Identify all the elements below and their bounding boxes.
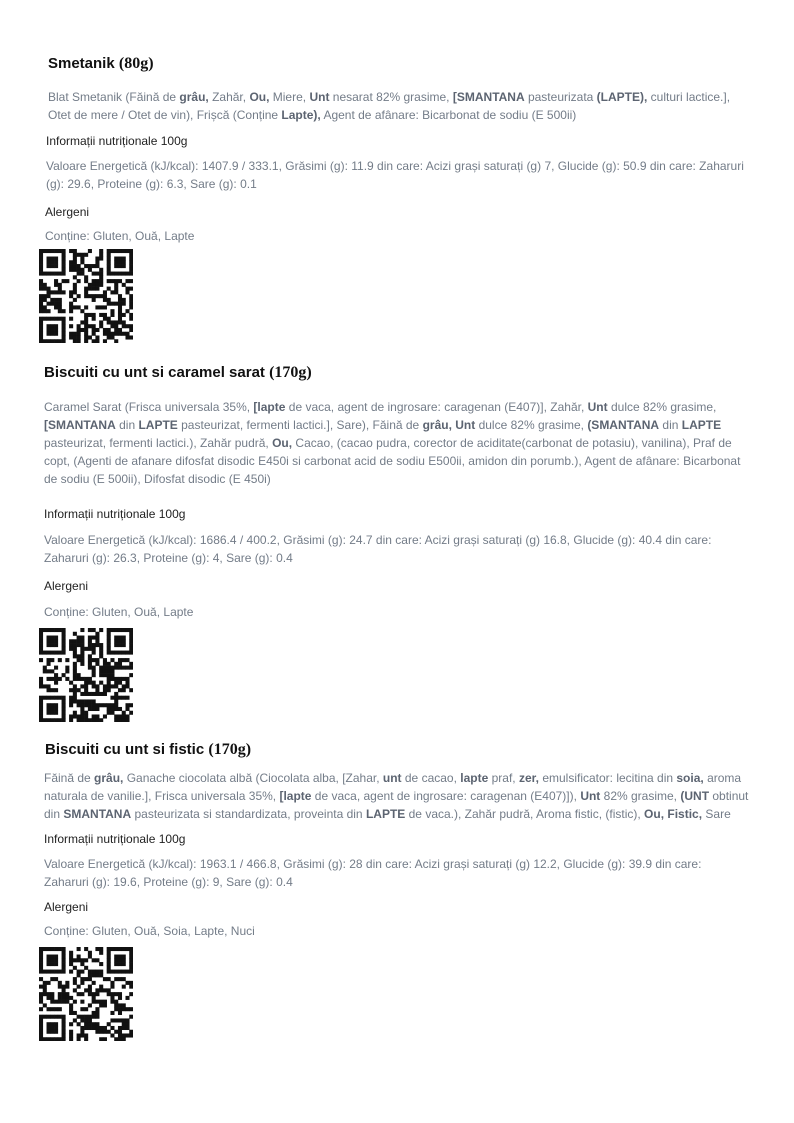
nutrition-label: Informații nutriționale 100g [44, 832, 186, 846]
product-title [44, 364, 312, 382]
nutrition-text: Valoare Energetică (kJ/kcal): 1407.9 / 333.1, Grăsimi (g): 11.9 din care: Acizi grași saturați (g) 7, Glucide (g): 50.9 din care: Zaharuri (g): 29.6, Proteine (g): 6.3, Sare (g): 0.1 [46, 159, 744, 191]
allergens-text: Conține: Gluten, Ouă, Lapte [44, 605, 194, 619]
product-name: Smetanik [48, 55, 115, 72]
allergens-text: Conține: Gluten, Ouă, Soia, Lapte, Nuci [44, 924, 255, 938]
nutrition-label: Informații nutriționale 100g [46, 134, 188, 148]
product-weight: (170g) [269, 364, 312, 381]
nutrition-label: Informații nutriționale 100g [44, 507, 186, 521]
product-name: Biscuiti cu unt si fistic [45, 741, 205, 758]
product-weight: (80g) [118, 55, 154, 72]
allergens-text: Conține: Gluten, Ouă, Lapte [45, 229, 195, 243]
qr-code [39, 628, 133, 722]
product-name: Biscuiti cu unt si caramel sarat [44, 364, 265, 381]
allergens-label: Alergeni [44, 579, 89, 593]
qr-code [39, 947, 133, 1041]
qr-code [39, 249, 133, 343]
nutrition-text: Valoare Energetică (kJ/kcal): 1963.1 / 466.8, Grăsimi (g): 28 din care: Acizi grași saturați (g) 12.2, Glucide (g): 39.9 din care: Zaharuri (g): 19.6, Proteine (g): 9, Sare (g): 0.4 [44, 857, 702, 889]
product-weight: (170g) [208, 741, 252, 758]
ingredients-text: Caramel Sarat (Frisca universala 35%, [lapte de vaca, agent de ingrosare: caragenan (E407)], Zahăr, Unt dulce 82% grasime, [SMANTANA din LAPTE pasteurizat, fermenti lactici.], Sare), Făină de grâu, Unt dulce 82% grasime, (SMANTANA din LAPTE pasteurizat, fermenti lactici.), Zahăr pudră, Ou, Cacao, (cacao pudra, corector de aciditate(carbonat de potasiu), vanilina), Praf de copt, (Agenti de afanare difosfat disodic E450i si carbonat acid de sodiu E500ii, amidon din porumb.), Agent de afânare: Bicarbonat de sodiu (E 500ii), Difosfat disodic (E 450i) [44, 400, 741, 486]
allergens-label: Alergeni [45, 205, 90, 219]
nutrition-text: Valoare Energetică (kJ/kcal): 1686.4 / 400.2, Grăsimi (g): 24.7 din care: Acizi grași saturați (g) 16.8, Glucide (g): 40.4 din care: Zaharuri (g): 26.3, Proteine (g): 4, Sare (g): 0.4 [44, 533, 712, 565]
ingredients-text: Blat Smetanik (Făină de grâu, Zahăr, Ou, Miere, Unt nesarat 82% grasime, [SMANTANA pasteurizata (LAPTE), culturi lactice.], Otet de mere / Otet de vin), Frișcă (Conține Lapte), Agent de afânare: Bicarbonat de sodiu (E 500ii) [48, 90, 731, 122]
ingredients-text: Făină de grâu, Ganache ciocolata albă (Ciocolata alba, [Zahar, unt de cacao, lapte praf, zer, emulsificator: lecitina din soia, aroma naturala de vanilie.], Frisca universala 35%, [lapte de vaca, agent de ingrosare: caragenan (E407)]), Unt 82% grasime, (UNT obtinut din SMANTANA pasteurizata si standardizata, proveinta din LAPTE de vaca.), Zahăr pudră, Aroma fistic, (fistic), Ou, Fistic, Sare [44, 771, 749, 821]
product-title [48, 55, 154, 73]
product-title [45, 741, 251, 759]
allergens-label: Alergeni [44, 900, 89, 914]
